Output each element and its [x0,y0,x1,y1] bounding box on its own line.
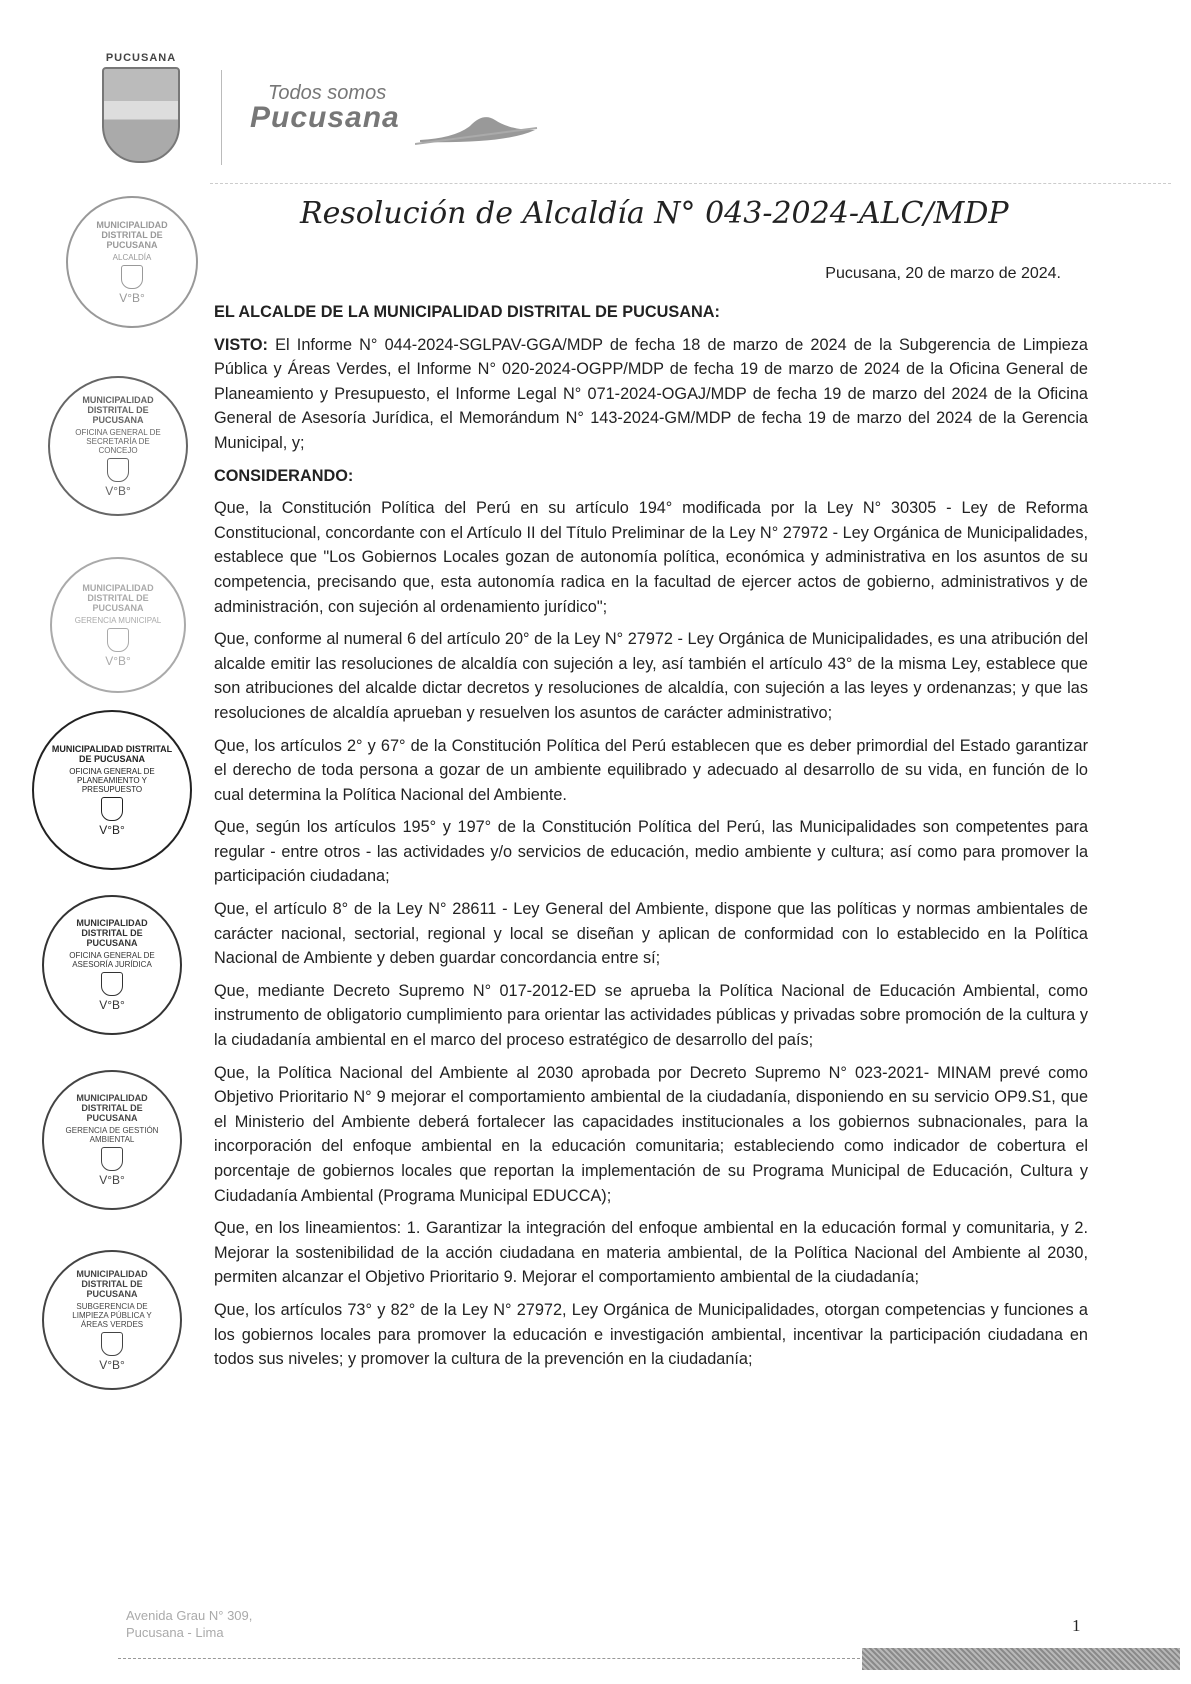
official-stamp [66,196,198,328]
visto-text: El Informe N° 044-2024-SGLPAV-GGA/MDP de fecha 18 de marzo de 2024 de la Subgerencia de Limpieza Pública y Áreas Verdes, el Informe N° 020-2024-OGPP/MDP de fecha 19 de marzo de 2024 de la Oficina General de Planeamiento y Presupuesto, el Informe Legal N° 071-2024-OGAJ/MDP de fecha 19 de marzo del 2024 de la Oficina General de Asesoría Jurídica, el Memorándum N° 143-2024-GM/MDP de fecha 19 de marzo del 2024 de la Gerencia Municipal, y; [214,335,1088,452]
header-divider [221,70,222,165]
stamp-vb-text: V°B° [99,822,125,837]
coat-of-arms-icon [102,67,180,163]
stamp-shield-icon [101,1147,123,1171]
paragraph: Que, según los artículos 195° y 197° de la Constitución Política del Perú, las Municipalidades son competentes para regular - entre otros - las actividades y/o servicios de educación, medio ambiente y cultura; así como para promover la participación ciudadana; [214,818,1088,886]
paragraph: Que, los artículos 2° y 67° de la Constitución Política del Perú establecen que es deber primordial del Estado garantizar el derecho de toda persona a gozar de un ambiente equilibrado y adecuado al desarrollo de su vida, en función de lo cual determina la Política Nacional del Ambiente. [214,736,1088,804]
official-stamp [48,376,188,516]
stamp-shield-icon [101,797,123,821]
paragraph: Que, la Política Nacional del Ambiente al 2030 aprobada por Decreto Supremo N° 023-2021- MINAM prevé como Objetivo Prioritario N° 9 mejorar el comportamiento ambiental de la ciudadanía, disponiendo en su servicio OP9.S1, que el Ministerio del Ambiente deberá fortalecer las capacidades institucionales a los gobiernos subnacionales, para la incorporación del enfoque ambiental en la educación comunitaria; estableciendo como indicador de cobertura el porcentaje de gobiernos locales que reportan la implementación de su Programa Municipal de Educación, Cultura y Ciudadanía Ambiental (Programa Municipal EDUCCA); [214,1063,1088,1205]
stamp-ring-text: MUNICIPALIDAD DISTRITAL DE PUCUSANA [76,1093,148,1123]
paragraph: Que, la Constitución Política del Perú en su artículo 194° modificada por la Ley N° 30305 - Ley de Reforma Constitucional, concordante con el Artículo II del Título Preliminar de la Ley N° 27972 - Ley Orgánica de Municipalidades, establece que "Los Gobiernos Locales gozan de autonomía política, económica y administrativa en los asuntos de su competencia, precisando que, esta autonomía radica en la facultad de ejercer actos de gobierno, administrativos y de administración, con sujeción al ordenamiento jurídico"; [214,499,1088,616]
stamp-ring-text: MUNICIPALIDAD DISTRITAL DE PUCUSANA [76,918,148,948]
stamp-office-text: OFICINA GENERAL DE SECRETARÍA DE CONCEJO [75,427,161,455]
address-line2: Pucusana - Lima [126,1625,224,1640]
slogan-line1: Todos somos [268,82,387,104]
paragraph: Que, en los lineamientos: 1. Garantizar la integración del enfoque ambiental en la educación formal y comunitaria, y 2. Mejorar la sostenibilidad de la acción ciudadana en materia ambiental, de la Política Nacional del Ambiente al 2030, permiten alcanzar el Objetivo Prioritario 9. Mejorar el comportamiento ambiental de la ciudadanía; [214,1219,1088,1287]
slogan-line2: Pucusana [250,101,400,134]
municipal-logo [100,52,182,163]
document-body [214,300,1088,1380]
stamp-office-text: ALCALDÍA [112,252,152,262]
stamp-vb-text: V°B° [105,483,131,498]
stamp-shield-icon [121,265,143,289]
slogan [250,82,400,134]
visto-label: VISTO: [214,335,268,354]
addressee: EL ALCALDE DE LA MUNICIPALIDAD DISTRITAL DE PUCUSANA: [214,303,720,321]
document-date: Pucusana, 20 de marzo de 2024. [825,265,1061,282]
stamp-vb-text: V°B° [99,1173,125,1187]
stamp-office-text: OFICINA GENERAL DE PLANEAMIENTO Y PRESUPUESTO [69,766,155,794]
paragraph: Que, los artículos 73° y 82° de la Ley N° 27972, Ley Orgánica de Municipalidades, otorgan competencias y funciones a los gobiernos locales para promover la educación e investigación ambiental, incentivar la participación ciudadana en todos sus niveles; y promover la cultura de la prevención en la ciudadanía; [214,1300,1088,1369]
stamp-vb-text: V°B° [99,998,125,1012]
resolution-title: Resolución de Alcaldía N° 043-2024-ALC/MDP [300,196,1009,231]
stamp-shield-icon [107,458,129,482]
stamp-ring-text: MUNICIPALIDAD DISTRITAL DE PUCUSANA [76,1268,148,1299]
official-stamp [42,1070,182,1210]
considerando-heading: CONSIDERANDO: [214,466,354,485]
stamp-ring-text: MUNICIPALIDAD DISTRITAL DE PUCUSANA [96,219,168,250]
paragraph: Que, conforme al numeral 6 del artículo 20° de la Ley N° 27972 - Ley Orgánica de Municipalidades, es una atribución del alcalde emitir las resoluciones de alcaldía con sujeción a ley, así también el artículo 43° de la misma Ley, establece que son atribuciones del alcalde dictar decretos y resoluciones de alcaldía, con sujeción a las leyes y ordenanzas; y que las resoluciones de alcaldía aprueban y resuelven los asuntos de carácter administrativo; [214,630,1088,722]
footer-bar [862,1648,1180,1670]
official-stamp [42,1250,182,1390]
paragraph: Que, mediante Decreto Supremo N° 017-2012-ED se aprueba la Política Nacional de Educación Ambiental, como instrumento de obligatorio cumplimiento para orientar las actividades públicas y privadas sobre promoción de la cultura y la ciudadanía ambiental en el marco del proceso estratégico de desarrollo del país; [214,981,1088,1050]
stamp-office-text: GERENCIA MUNICIPAL [74,615,162,625]
logo-text: PUCUSANA [105,52,177,64]
stamp-vb-text: V°B° [99,1357,125,1372]
stamp-shield-icon [101,1332,123,1356]
footer-rule [118,1658,860,1659]
footer-address [126,1607,252,1641]
official-stamp [32,710,192,870]
stamp-ring-text: MUNICIPALIDAD DISTRITAL DE PUCUSANA [82,582,154,613]
stamp-shield-icon [101,972,123,996]
stamp-ring-text: MUNICIPALIDAD DISTRITAL DE PUCUSANA [82,394,154,425]
stamp-vb-text: V°B° [119,290,145,305]
stamp-office-text: SUBGERENCIA DE LIMPIEZA PÚBLICA Y ÁREAS VERDES [72,1301,152,1329]
stamp-vb-text: V°B° [105,653,131,668]
paragraph: Que, el artículo 8° de la Ley N° 28611 - Ley General del Ambiente, dispone que las políticas y normas ambientales de carácter nacional, sectorial, regional y local se diseñan y aplican de conformidad con lo establecido en la Política Nacional de Ambiente y deben guardar concordancia entre sí; [214,900,1088,968]
stamp-office-text: GERENCIA DE GESTIÓN AMBIENTAL [65,1126,159,1144]
hill-wave-icon [415,108,540,148]
address-line1: Avenida Grau N° 309, [126,1608,253,1623]
stamp-shield-icon [107,628,129,652]
header-rule [210,183,1171,184]
visto-paragraph [214,333,1088,456]
stamp-ring-text: MUNICIPALIDAD DISTRITAL DE PUCUSANA [51,743,173,764]
official-stamp [42,895,182,1035]
page-number: 1 [1072,1616,1081,1635]
stamp-office-text: OFICINA GENERAL DE ASESORÍA JURÍDICA [69,951,155,969]
official-stamp [50,557,186,693]
